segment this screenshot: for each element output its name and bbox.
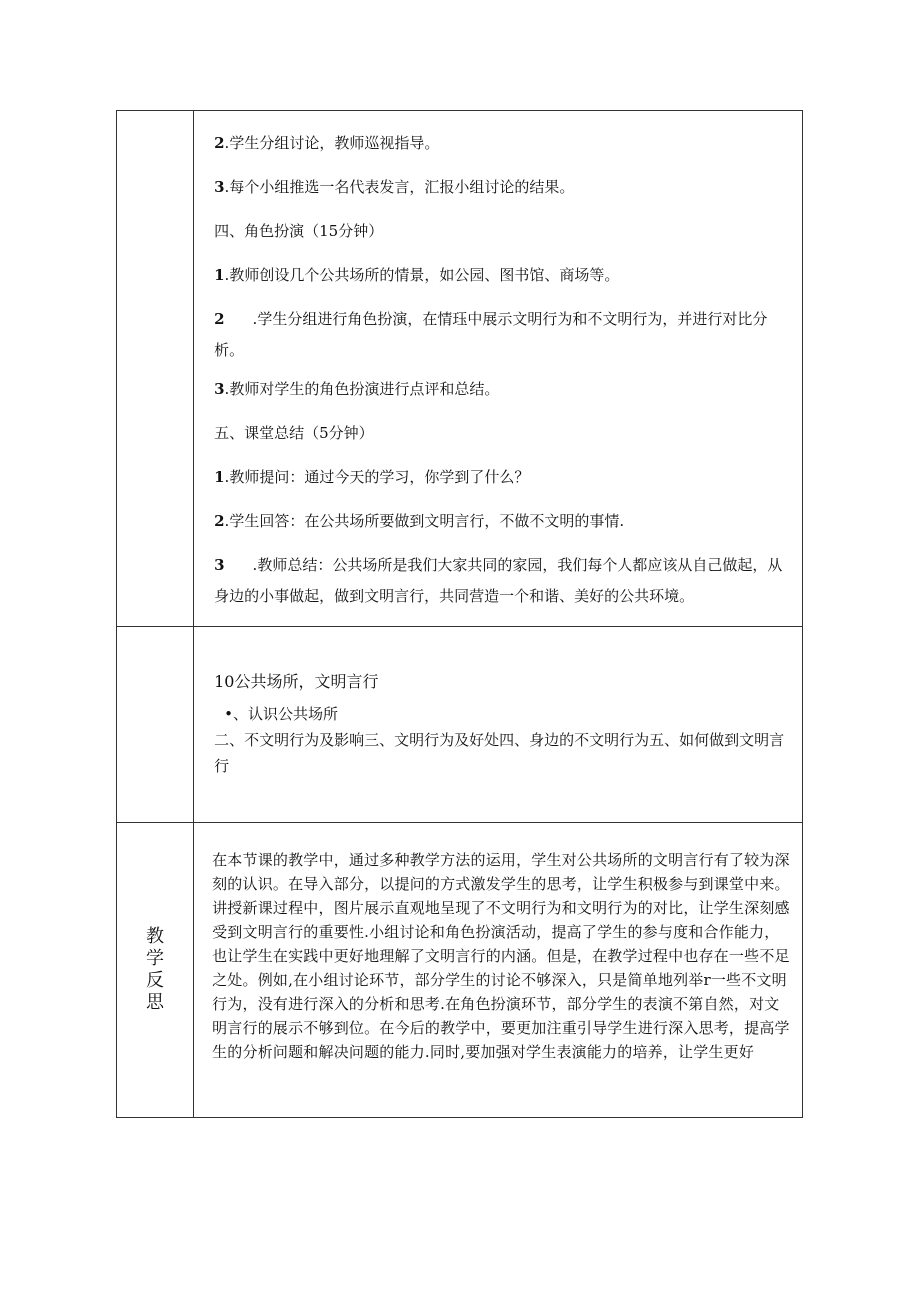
section-heading: 五、课堂总结（5分钟） bbox=[214, 424, 374, 442]
reflection-label-cell bbox=[117, 823, 194, 1118]
reflection-text: 在本节课的教学中，通过多种教学方法的运用，学生对公共场所的文明言行有了较为深刻的认识。在导入部分，以提问的方式激发学生的思考，让学生积极参与到课堂中来。讲授新课过程中，图片展示直观地呈现了不文明行为和文明行为的对比，让学生深刻感受到文明言行的重要性.小组讨论和角色扮演活动，提高了学生的参与度和合作能力，也让学生在实践中更好地理解了文明言行的内涵。但是，在教学过程中也存在一些不足之处。例如,在小组讨论环节，部分学生的讨论不够深入，只是简单地列举r一些不文明行为，没有进行深入的分析和思考.在角色扮演环节，部分学生的表演不第自然，对文明言行的展示不够到位。在今后的教学中，要更加注重引导学生进行深入思考，提高学生的分析问题和解决问题的能力.同时,要加强对学生表演能力的培养，让学生更好 bbox=[212, 851, 790, 1061]
activity-line: 3.每个小组推选一名代表发言，汇报小组讨论的结果。 bbox=[214, 178, 575, 196]
activity-line: 1.教师创设几个公共场所的情景，如公园、图书馆、商场等。 bbox=[214, 266, 620, 284]
board-title: 10公共场所，文明言行 bbox=[214, 672, 379, 691]
board-design-label-cell bbox=[117, 627, 194, 823]
board-item: •、认识公共场所 bbox=[224, 705, 338, 723]
reflection-row bbox=[117, 823, 803, 1118]
activity-line: 3.教师对学生的角色扮演进行点评和总结。 bbox=[214, 380, 500, 398]
activity-line: 2 .学生分组进行角色扮演，在情珏中展示文明行为和不文明行为，并进行对比分析。 bbox=[214, 310, 768, 359]
activity-line: 1.教师提问：通过今天的学习，你学到了什么？ bbox=[214, 468, 530, 486]
activity-line: 2.学生分组讨论，教师巡视指导。 bbox=[214, 134, 440, 152]
section-heading: 四、角色扮演（15分钟） bbox=[214, 222, 384, 240]
activity-line: 3 .教师总结：公共场所是我们大家共同的家园，我们每个人都应该从自己做起，从身边的小事做起，做到文明言行，共同营造一个和谐、美好的公共环境。 bbox=[214, 556, 783, 605]
board-design-content-cell bbox=[194, 627, 803, 823]
activities-label-cell bbox=[117, 111, 194, 627]
activities-content-cell bbox=[194, 111, 803, 627]
lesson-plan-table bbox=[116, 110, 803, 1118]
board-items: 二、不文明行为及影响三、文明行为及好处四、身边的不文明行为五、如何做到文明言行 bbox=[214, 731, 785, 775]
activity-line: 2.学生回答：在公共场所要做到文明言行，不做不文明的事情. bbox=[214, 512, 625, 530]
activities-row bbox=[117, 111, 803, 627]
board-design-row bbox=[117, 627, 803, 823]
reflection-content-cell bbox=[194, 823, 803, 1118]
reflection-label: 教学反思 bbox=[146, 926, 165, 1013]
